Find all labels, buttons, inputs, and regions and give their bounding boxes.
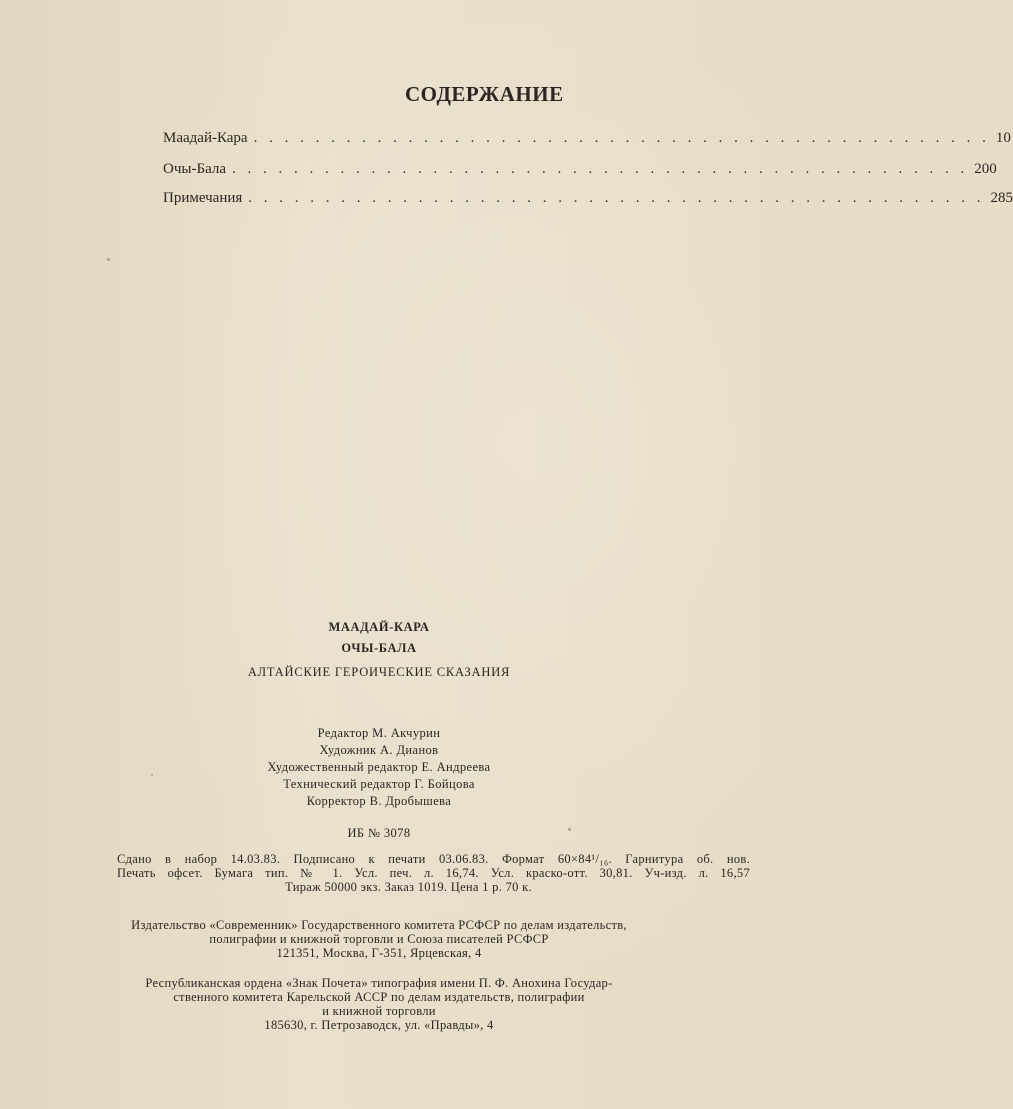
toc-entry-page: 10 bbox=[995, 130, 1011, 146]
printer-line: ственного комитета Карельской АССР по делам издательств, полиграфии bbox=[173, 990, 585, 1004]
printer-line: 185630, г. Петрозаводск, ул. «Правды», 4 bbox=[264, 1018, 494, 1032]
paper-speck bbox=[568, 828, 571, 831]
toc-entry bbox=[163, 161, 997, 178]
credit-tech-editor: Технический редактор Г. Бойцова bbox=[283, 777, 475, 791]
publisher-line: полиграфии и книжной торговли и Союза писателей РСФСР bbox=[209, 932, 549, 946]
book-title-2: ОЧЫ-БАЛА bbox=[341, 641, 417, 655]
toc-entry bbox=[163, 190, 1013, 207]
toc-entry-label: Маадай-Кара bbox=[163, 130, 248, 146]
book-title-1: МААДАЙ-КАРА bbox=[328, 620, 430, 634]
printer-info bbox=[0, 976, 758, 1032]
credit-editor: Редактор М. Акчурин bbox=[317, 726, 441, 740]
paper-speck bbox=[107, 258, 110, 261]
toc-title: СОДЕРЖАНИЕ bbox=[405, 82, 564, 106]
print-specs bbox=[117, 852, 750, 894]
toc-leader-dots: . . . . . . . . . . . . . . . . . . . . . . . . . . . . . . . . . . . . . . . . . . . . . . . . bbox=[248, 190, 985, 206]
toc-entry-page: 200 bbox=[974, 161, 997, 177]
toc-leader-dots: . . . . . . . . . . . . . . . . . . . . . . . . . . . . . . . . . . . . . . . . . . . . . . . . bbox=[232, 161, 969, 177]
printer-line: и книжной торговли bbox=[322, 1004, 436, 1018]
publisher-line: Издательство «Современник» Государственного комитета РСФСР по делам издательств, bbox=[131, 918, 627, 932]
toc-entry-page: 285 bbox=[990, 190, 1013, 206]
credit-proofreader: Корректор В. Дробышева bbox=[306, 794, 452, 808]
toc-leader-dots: . . . . . . . . . . . . . . . . . . . . . . . . . . . . . . . . . . . . . . . . . . . . . . . . bbox=[253, 130, 990, 146]
spec-line: Печать офсет. Бумага тип. № 1. Усл. печ. л. 16,74. Усл. краско-отт. 30,81. Уч-изд. л. 16,57 bbox=[117, 866, 750, 880]
spec-line: Сдано в набор 14.03.83. Подписано к печати 03.06.83. Формат 60×84¹/₁₆. Гарнитура об. нов. bbox=[117, 852, 750, 866]
ib-number: ИБ № 3078 bbox=[347, 826, 411, 840]
toc-entry-label: Примечания bbox=[163, 190, 243, 206]
credit-artist: Художник А. Дианов bbox=[319, 743, 439, 757]
toc-entry-label: Очы-Бала bbox=[163, 161, 226, 177]
publisher-line: 121351, Москва, Г-351, Ярцевская, 4 bbox=[276, 946, 482, 960]
paper-speck bbox=[151, 774, 153, 776]
toc-entry bbox=[163, 130, 1011, 147]
spec-line: Тираж 50000 экз. Заказ 1019. Цена 1 р. 70 к. bbox=[285, 880, 532, 894]
series-title: АЛТАЙСКИЕ ГЕРОИЧЕСКИЕ СКАЗАНИЯ bbox=[247, 665, 511, 679]
printer-line: Республиканская ордена «Знак Почета» типография имени П. Ф. Анохина Государ- bbox=[145, 976, 613, 990]
credit-art-editor: Художественный редактор Е. Андреева bbox=[267, 760, 491, 774]
publisher-info bbox=[0, 918, 758, 960]
